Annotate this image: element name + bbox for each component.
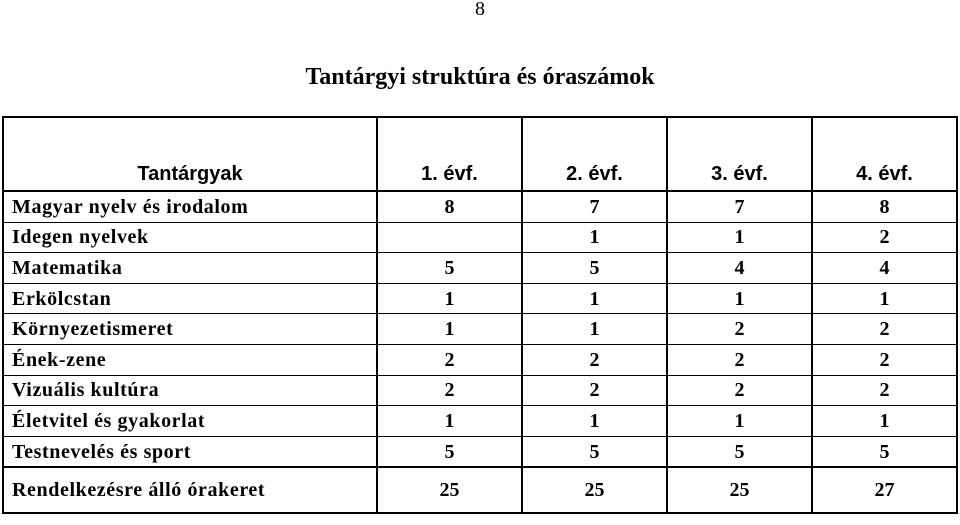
total-year-1: 25 [377, 467, 522, 513]
hours-year-2: 2 [522, 375, 667, 406]
subject-name: Életvitel és gyakorlat [3, 406, 377, 437]
total-year-3: 25 [667, 467, 812, 513]
table-row [3, 191, 957, 222]
table-row [3, 406, 957, 437]
hours-year-2: 5 [522, 436, 667, 467]
hours-year-1: 5 [377, 436, 522, 467]
document-title: Tantárgyi struktúra és óraszámok [305, 64, 655, 90]
hours-year-3: 5 [667, 436, 812, 467]
hours-year-2: 5 [522, 253, 667, 284]
total-year-4: 27 [812, 467, 957, 513]
table-header-row [3, 117, 957, 191]
table-row [3, 253, 957, 284]
table-row [3, 436, 957, 467]
header-year-2: 2. évf. [522, 117, 667, 191]
hours-year-4: 4 [812, 253, 957, 284]
hours-year-1 [377, 222, 522, 253]
subject-name: Magyar nyelv és irodalom [3, 191, 377, 222]
table-total-row [3, 467, 957, 513]
table-row [3, 344, 957, 375]
hours-year-4: 2 [812, 344, 957, 375]
hours-year-3: 1 [667, 222, 812, 253]
hours-year-1: 1 [377, 314, 522, 345]
hours-year-3: 2 [667, 314, 812, 345]
header-subject: Tantárgyak [3, 117, 377, 191]
hours-year-1: 1 [377, 406, 522, 437]
subject-hours-table [2, 116, 958, 514]
hours-year-4: 8 [812, 191, 957, 222]
hours-year-4: 2 [812, 375, 957, 406]
hours-year-4: 2 [812, 222, 957, 253]
header-year-4: 4. évf. [812, 117, 957, 191]
table-row [3, 222, 957, 253]
header-year-1: 1. évf. [377, 117, 522, 191]
hours-year-1: 1 [377, 283, 522, 314]
hours-year-2: 1 [522, 314, 667, 345]
hours-year-2: 1 [522, 283, 667, 314]
hours-year-3: 4 [667, 253, 812, 284]
hours-year-2: 2 [522, 344, 667, 375]
table-row [3, 375, 957, 406]
table-row [3, 314, 957, 345]
subject-name: Matematika [3, 253, 377, 284]
hours-year-4: 5 [812, 436, 957, 467]
hours-year-2: 1 [522, 406, 667, 437]
subject-name: Ének-zene [3, 344, 377, 375]
subject-name: Erkölcstan [3, 283, 377, 314]
hours-year-3: 2 [667, 375, 812, 406]
total-year-2: 25 [522, 467, 667, 513]
hours-year-2: 7 [522, 191, 667, 222]
hours-year-1: 2 [377, 375, 522, 406]
hours-year-1: 2 [377, 344, 522, 375]
hours-year-4: 2 [812, 314, 957, 345]
hours-year-4: 1 [812, 283, 957, 314]
hours-year-3: 7 [667, 191, 812, 222]
table-row [3, 283, 957, 314]
hours-year-2: 1 [522, 222, 667, 253]
hours-year-3: 1 [667, 283, 812, 314]
total-label: Rendelkezésre álló órakeret [3, 467, 377, 513]
subject-name: Vizuális kultúra [3, 375, 377, 406]
hours-year-3: 2 [667, 344, 812, 375]
hours-year-3: 1 [667, 406, 812, 437]
hours-year-4: 1 [812, 406, 957, 437]
subject-name: Környezetismeret [3, 314, 377, 345]
hours-year-1: 8 [377, 191, 522, 222]
page-number: 8 [475, 0, 485, 20]
header-year-3: 3. évf. [667, 117, 812, 191]
subject-name: Idegen nyelvek [3, 222, 377, 253]
subject-name: Testnevelés és sport [3, 436, 377, 467]
hours-year-1: 5 [377, 253, 522, 284]
